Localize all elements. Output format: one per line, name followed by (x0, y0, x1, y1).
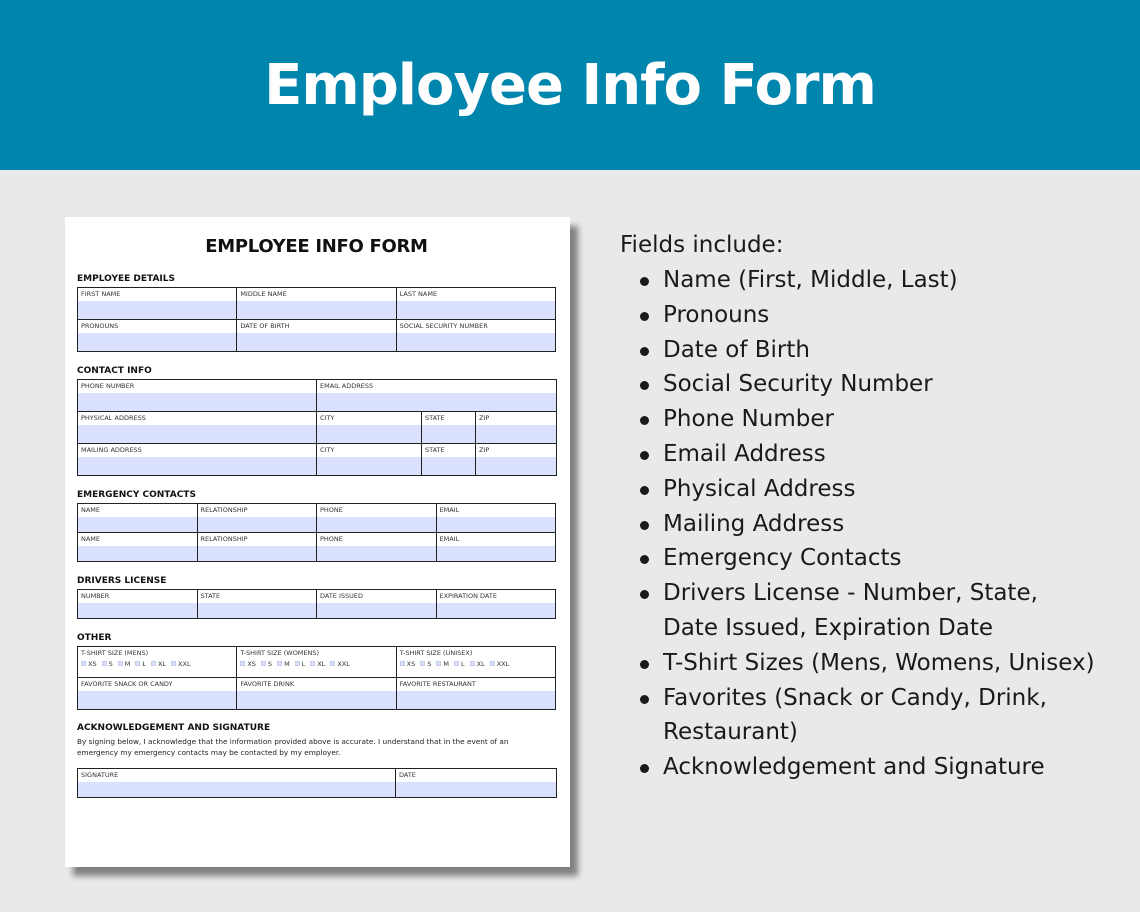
field-label: STATE (425, 446, 445, 454)
form-title: EMPLOYEE INFO FORM (205, 236, 428, 257)
size-label: XXL (178, 659, 191, 668)
middle-name-field[interactable] (237, 288, 396, 320)
field-label: SOCIAL SECURITY NUMBER (399, 322, 488, 330)
input-fill[interactable] (437, 517, 556, 532)
physical-zip-field[interactable] (476, 412, 557, 444)
license-expiration-field[interactable] (436, 590, 556, 619)
section-heading-acknowledgement: ACKNOWLEDGEMENT AND SIGNATURE (77, 723, 271, 733)
bullet-icon (640, 695, 649, 704)
feature-item (620, 263, 1100, 298)
feature-text: Pronouns (663, 301, 770, 328)
tshirt-unisex-field (396, 647, 555, 678)
input-fill[interactable] (317, 517, 436, 532)
checkbox[interactable] (102, 661, 107, 666)
field-label: RELATIONSHIP (200, 506, 248, 514)
feature-item (620, 681, 1100, 751)
feature-item (620, 472, 1100, 507)
features-bullets (620, 263, 1100, 785)
field-label: MIDDLE NAME (240, 290, 287, 298)
first-name-field[interactable] (78, 288, 237, 320)
feature-text: Acknowledgement and Signature (663, 754, 1045, 781)
feature-item (620, 576, 1100, 646)
field-label: EMAIL ADDRESS (320, 382, 374, 390)
features-intro: Fields include: (620, 232, 784, 258)
feature-item (620, 507, 1100, 542)
field-label: ZIP (479, 414, 490, 422)
feature-item (620, 750, 1100, 785)
checkbox[interactable] (420, 661, 425, 666)
size-option[interactable] (81, 660, 97, 668)
pronouns-field[interactable] (78, 320, 237, 352)
field-label: T-SHIRT SIZE (UNISEX) (399, 649, 473, 657)
checkbox[interactable] (118, 661, 123, 666)
input-fill[interactable] (78, 546, 197, 561)
physical-address-field[interactable] (78, 412, 317, 444)
field-label: NUMBER (81, 592, 110, 600)
size-label: XXL (496, 659, 510, 668)
field-label: MAILING ADDRESS (81, 446, 142, 454)
field-label: PHYSICAL ADDRESS (81, 414, 146, 422)
bullet-icon (640, 416, 649, 425)
size-option[interactable] (400, 660, 416, 668)
field-label: FAVORITE SNACK OR CANDY (81, 680, 173, 688)
mailing-city-field[interactable] (317, 444, 422, 476)
size-label: L (461, 659, 465, 668)
input-fill[interactable] (317, 603, 436, 618)
input-fill[interactable] (422, 457, 475, 475)
checkbox[interactable] (400, 661, 405, 666)
input-fill[interactable] (422, 425, 475, 443)
checkbox[interactable] (151, 661, 156, 666)
field-label: DATE (399, 771, 416, 779)
signature-table (77, 768, 557, 798)
checkbox[interactable] (81, 661, 86, 666)
field-label: CITY (320, 414, 335, 422)
tshirt-mens-field (78, 647, 237, 678)
field-label: PRONOUNS (81, 322, 119, 330)
input-fill[interactable] (476, 457, 556, 475)
drivers-license-table (77, 589, 556, 619)
input-fill[interactable] (397, 301, 555, 319)
ssn-field[interactable] (396, 320, 555, 352)
feature-text: Phone Number (663, 406, 834, 433)
size-option[interactable] (240, 660, 256, 668)
bullet-icon (640, 590, 649, 599)
checkbox[interactable] (261, 661, 266, 666)
license-date-issued-field[interactable] (317, 590, 437, 619)
section-heading-emergency-contacts: EMERGENCY CONTACTS (77, 490, 196, 500)
field-label: PHONE (320, 535, 343, 543)
input-fill[interactable] (78, 393, 316, 411)
feature-text: Physical Address (663, 475, 856, 502)
license-state-field[interactable] (197, 590, 317, 619)
page-title: Employee Info Form (264, 52, 876, 118)
emergency-email-field[interactable] (436, 504, 556, 533)
favorite-restaurant-field[interactable] (396, 678, 555, 710)
form-sheet (65, 217, 570, 867)
field-label: CITY (320, 446, 335, 454)
field-label: DATE ISSUED (320, 592, 364, 600)
input-fill[interactable] (78, 333, 236, 351)
input-fill[interactable] (397, 691, 555, 709)
mailing-address-field[interactable] (78, 444, 317, 476)
size-options (237, 658, 395, 669)
field-label: EMAIL (439, 535, 460, 543)
field-label: EXPIRATION DATE (439, 592, 497, 600)
features-list (620, 228, 1100, 785)
input-fill[interactable] (437, 546, 556, 561)
input-fill[interactable] (397, 333, 555, 351)
bullet-icon (640, 381, 649, 390)
size-option[interactable] (295, 660, 306, 668)
field-label: PHONE (320, 506, 343, 514)
size-label: XXL (337, 659, 350, 668)
size-label: XS (88, 659, 97, 668)
bullet-icon (640, 660, 649, 669)
size-label: XL (476, 659, 485, 668)
mailing-zip-field[interactable] (476, 444, 557, 476)
bullet-icon (640, 521, 649, 530)
checkbox[interactable] (171, 661, 176, 666)
bullet-icon (640, 764, 649, 773)
acknowledgement-text: By signing below, I acknowledge that the information provided above is accurate. I understand that in the event of an emergency my emergency contacts may be contacted by my employer. (77, 737, 509, 757)
input-fill[interactable] (78, 782, 395, 797)
field-label: STATE (200, 592, 221, 600)
license-number-field[interactable] (78, 590, 198, 619)
input-fill[interactable] (78, 517, 197, 532)
checkbox[interactable] (310, 661, 315, 666)
feature-item (620, 333, 1100, 368)
size-option[interactable] (310, 660, 325, 668)
size-option[interactable] (261, 660, 272, 668)
field-label: FAVORITE RESTAURANT (399, 680, 476, 688)
section-heading-other: OTHER (77, 633, 112, 643)
section-heading-drivers-license: DRIVERS LICENSE (77, 576, 167, 586)
feature-item (620, 646, 1100, 681)
field-label: SIGNATURE (81, 771, 119, 779)
feature-text: Name (First, Middle, Last) (663, 267, 958, 293)
last-name-field[interactable] (396, 288, 555, 320)
size-label: S (427, 659, 432, 668)
input-fill[interactable] (198, 603, 317, 618)
feature-text: T-Shirt Sizes (Mens, Womens, Unisex) (663, 649, 1095, 676)
checkbox[interactable] (454, 661, 459, 666)
checkbox[interactable] (135, 661, 140, 666)
emergency-name-field[interactable] (78, 533, 198, 562)
size-option[interactable] (277, 660, 290, 668)
field-label: EMAIL (439, 506, 460, 514)
size-option[interactable] (118, 660, 131, 668)
input-fill[interactable] (317, 425, 421, 443)
size-label: M (443, 659, 449, 668)
size-option[interactable] (470, 660, 485, 668)
input-fill[interactable] (198, 546, 317, 561)
bullet-icon (640, 555, 649, 564)
feature-text: Favorites (Snack or Candy, Drink, Restaurant) (663, 684, 1047, 746)
phone-number-field[interactable] (78, 380, 317, 412)
checkbox[interactable] (240, 661, 245, 666)
size-label: M (124, 659, 131, 668)
section-heading-employee-details: EMPLOYEE DETAILS (77, 274, 175, 284)
signature-date-field[interactable] (396, 769, 557, 798)
input-fill[interactable] (78, 691, 236, 709)
size-option[interactable] (454, 660, 465, 668)
size-option[interactable] (436, 660, 449, 668)
section-heading-contact-info: CONTACT INFO (77, 366, 152, 376)
bullet-icon (640, 347, 649, 356)
contact-info-table (77, 379, 557, 476)
size-option[interactable] (135, 660, 146, 668)
bullet-icon (640, 451, 649, 460)
tshirt-womens-field (237, 647, 396, 678)
checkbox[interactable] (490, 661, 495, 666)
feature-item (620, 367, 1100, 402)
field-label: T-SHIRT SIZE (MENS) (81, 649, 149, 657)
size-label: L (301, 659, 306, 668)
bullet-icon (640, 277, 649, 286)
feature-text: Mailing Address (663, 510, 845, 537)
field-label: FIRST NAME (81, 290, 121, 298)
header-banner (0, 0, 1140, 170)
feature-text: Social Security Number (663, 371, 933, 398)
emergency-phone-field[interactable] (317, 533, 437, 562)
size-label: M (284, 659, 290, 668)
checkbox[interactable] (330, 661, 335, 666)
checkbox[interactable] (295, 661, 300, 666)
employee-details-table (77, 287, 556, 352)
feature-text: Drivers License - Number, State, Date Issued, Expiration Date (663, 580, 1038, 641)
input-fill[interactable] (78, 457, 316, 475)
size-label: XL (317, 659, 326, 668)
field-label: DATE OF BIRTH (240, 322, 290, 330)
input-fill[interactable] (317, 393, 556, 411)
physical-city-field[interactable] (317, 412, 422, 444)
input-fill[interactable] (476, 425, 556, 443)
physical-state-field[interactable] (422, 412, 476, 444)
input-fill[interactable] (78, 425, 316, 443)
date-of-birth-field[interactable] (237, 320, 396, 352)
size-label: S (267, 659, 273, 668)
favorite-drink-field[interactable] (237, 678, 396, 710)
feature-item (620, 298, 1100, 333)
input-fill[interactable] (198, 517, 317, 532)
mailing-state-field[interactable] (422, 444, 476, 476)
checkbox[interactable] (470, 661, 475, 666)
emergency-relationship-field[interactable] (197, 533, 317, 562)
field-label: LAST NAME (399, 290, 438, 298)
feature-text: Emergency Contacts (663, 545, 902, 572)
size-option[interactable] (171, 660, 191, 668)
field-label: STATE (425, 414, 445, 422)
feature-item (620, 541, 1100, 576)
input-fill[interactable] (396, 782, 556, 797)
input-fill[interactable] (317, 457, 421, 475)
size-option[interactable] (330, 660, 350, 668)
feature-item (620, 402, 1100, 437)
emergency-email-field[interactable] (436, 533, 556, 562)
input-fill[interactable] (237, 333, 395, 351)
field-label: PHONE NUMBER (81, 382, 135, 390)
field-label: NAME (81, 535, 101, 543)
checkbox[interactable] (277, 661, 282, 666)
bullet-icon (640, 312, 649, 321)
size-options (78, 658, 236, 669)
emergency-phone-field[interactable] (317, 504, 437, 533)
other-table (77, 646, 556, 710)
field-label: NAME (81, 506, 101, 514)
checkbox[interactable] (436, 661, 441, 666)
signature-field[interactable] (78, 769, 396, 798)
feature-text: Email Address (663, 440, 826, 467)
input-fill[interactable] (78, 603, 197, 618)
size-label: XS (406, 659, 416, 668)
input-fill[interactable] (237, 691, 395, 709)
feature-item (620, 437, 1100, 472)
size-label: XS (247, 659, 256, 668)
size-label: L (142, 659, 146, 668)
emergency-name-field[interactable] (78, 504, 198, 533)
bullet-icon (640, 486, 649, 495)
feature-text: Date of Birth (663, 336, 810, 363)
size-label: XL (157, 659, 167, 668)
size-option[interactable] (490, 660, 510, 668)
field-label: ZIP (479, 446, 490, 454)
emergency-relationship-field[interactable] (197, 504, 317, 533)
size-options (397, 658, 555, 669)
field-label: RELATIONSHIP (200, 535, 248, 543)
emergency-contacts-table (77, 503, 556, 562)
input-fill[interactable] (437, 603, 556, 618)
size-label: S (108, 659, 113, 668)
input-fill[interactable] (237, 301, 395, 319)
field-label: T-SHIRT SIZE (WOMENS) (240, 649, 320, 657)
input-fill[interactable] (317, 546, 436, 561)
input-fill[interactable] (78, 301, 236, 319)
field-label: FAVORITE DRINK (240, 680, 295, 688)
size-option[interactable] (151, 660, 166, 668)
size-option[interactable] (102, 660, 113, 668)
size-option[interactable] (420, 660, 431, 668)
favorite-snack-field[interactable] (78, 678, 237, 710)
email-address-field[interactable] (317, 380, 557, 412)
